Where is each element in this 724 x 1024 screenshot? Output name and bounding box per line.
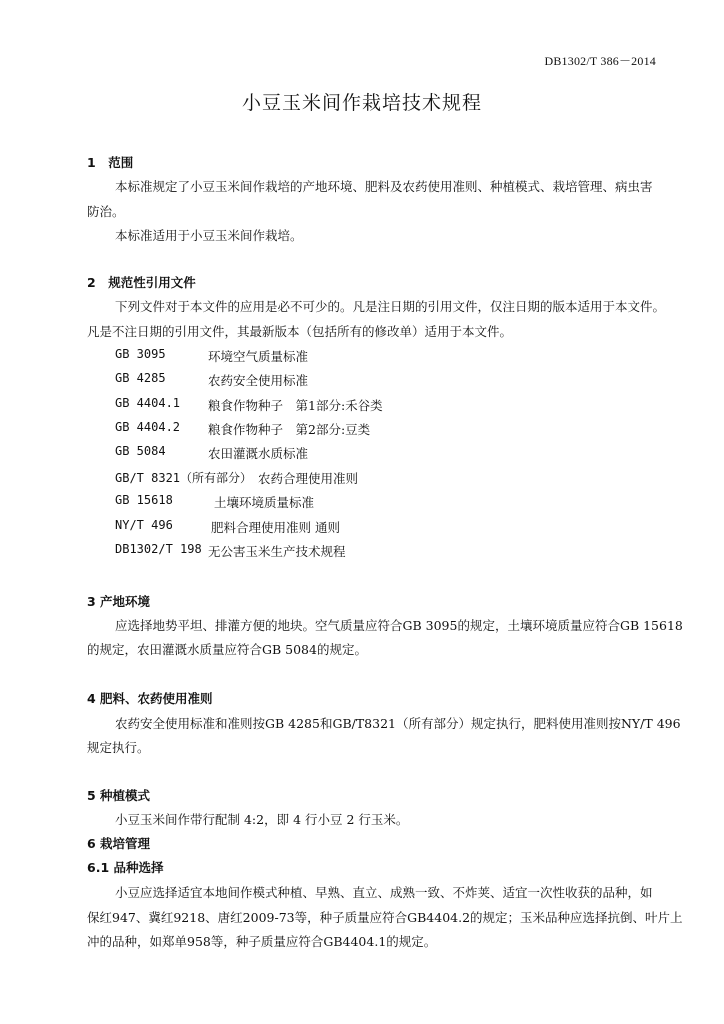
reference-code: GB 3095 (115, 347, 166, 361)
reference-code: GB 4285 (115, 371, 166, 385)
page-title: 小豆玉米间作栽培技术规程 (241, 92, 482, 114)
section-4-heading: 4 肥料、农药使用准则 (87, 691, 213, 706)
section-2-intro-line-1: 下列文件对于本文件的应用是必不可少的。凡是注日期的引用文件，仅注日期的版本适用于本文件。 (115, 299, 666, 314)
reference-name: 农药安全使用标准 (208, 373, 309, 388)
reference-name: 粮食作物种子 第1部分:禾谷类 (208, 398, 383, 413)
reference-name: 无公害玉米生产技术规程 (208, 544, 346, 559)
reference-code: DB1302/T 198 (115, 542, 202, 556)
section-5-heading: 5 种植模式 (87, 788, 151, 803)
reference-name: 肥料合理使用准则 通则 (211, 520, 340, 535)
section-3-line-1: 应选择地势平坦、排灌方便的地块。空气质量应符合GB 3095的规定，土壤环境质量应符合GB 15618 (115, 618, 683, 633)
section-3-line-2: 的规定，农田灌溉水质量应符合GB 5084的规定。 (87, 642, 367, 657)
reference-code: GB/T 8321（所有部分） (115, 471, 253, 485)
section-2-heading: 2 规范性引用文件 (87, 275, 196, 290)
section-2-intro-line-2: 凡是不注日期的引用文件，其最新版本（包括所有的修改单）适用于本文件。 (87, 324, 513, 339)
section-1-paragraph-2: 本标准适用于小豆玉米间作栽培。 (115, 228, 303, 243)
section-3-heading: 3 产地环境 (87, 594, 151, 609)
reference-name: 环境空气质量标准 (208, 349, 309, 364)
reference-code: GB 4404.2 (115, 420, 181, 434)
section-6-heading: 6 栽培管理 (87, 836, 151, 851)
reference-name: 粮食作物种子 第2部分:豆类 (208, 422, 371, 437)
section-6-1-line-2: 保红947、冀红9218、唐红2009-73等，种子质量应符合GB4404.2的规定；玉米品种应选择抗倒、叶片上 (87, 910, 683, 925)
section-4-line-2: 规定执行。 (87, 740, 150, 755)
reference-name: 农田灌溉水质标准 (208, 446, 309, 461)
reference-code: GB 5084 (115, 444, 166, 458)
section-6-1-line-3: 冲的品种，如郑单958等，种子质量应符合GB4404.1的规定。 (87, 934, 437, 949)
section-6-1-line-1: 小豆应选择适宜本地间作模式种植、早熟、直立、成熟一致、不炸荚、适宜一次性收获的品种，如 (115, 885, 653, 900)
reference-name: 农药合理使用准则 (258, 471, 359, 486)
section-4-line-1: 农药安全使用标准和准则按GB 4285和GB/T8321（所有部分）规定执行，肥料使用准则按NY/T 496 (115, 716, 681, 731)
section-6-1-heading: 6.1 品种选择 (87, 860, 164, 875)
reference-name: 土壤环境质量标准 (214, 495, 315, 510)
reference-code: GB 4404.1 (115, 396, 181, 410)
document-code: DB1302/T 386－2014 (544, 54, 656, 68)
section-1-paragraph-1-line-2: 防治。 (87, 204, 125, 219)
section-5-line-1: 小豆玉米间作带行配制 4:2，即 4 行小豆 2 行玉米。 (115, 812, 409, 827)
section-1-paragraph-1-line-1: 本标准规定了小豆玉米间作栽培的产地环境、肥料及农药使用准则、种植模式、栽培管理、病虫害 (115, 179, 653, 194)
reference-code: GB 15618 (115, 493, 173, 507)
reference-code: NY/T 496 (115, 518, 173, 532)
section-1-heading: 1 范围 (87, 155, 134, 170)
